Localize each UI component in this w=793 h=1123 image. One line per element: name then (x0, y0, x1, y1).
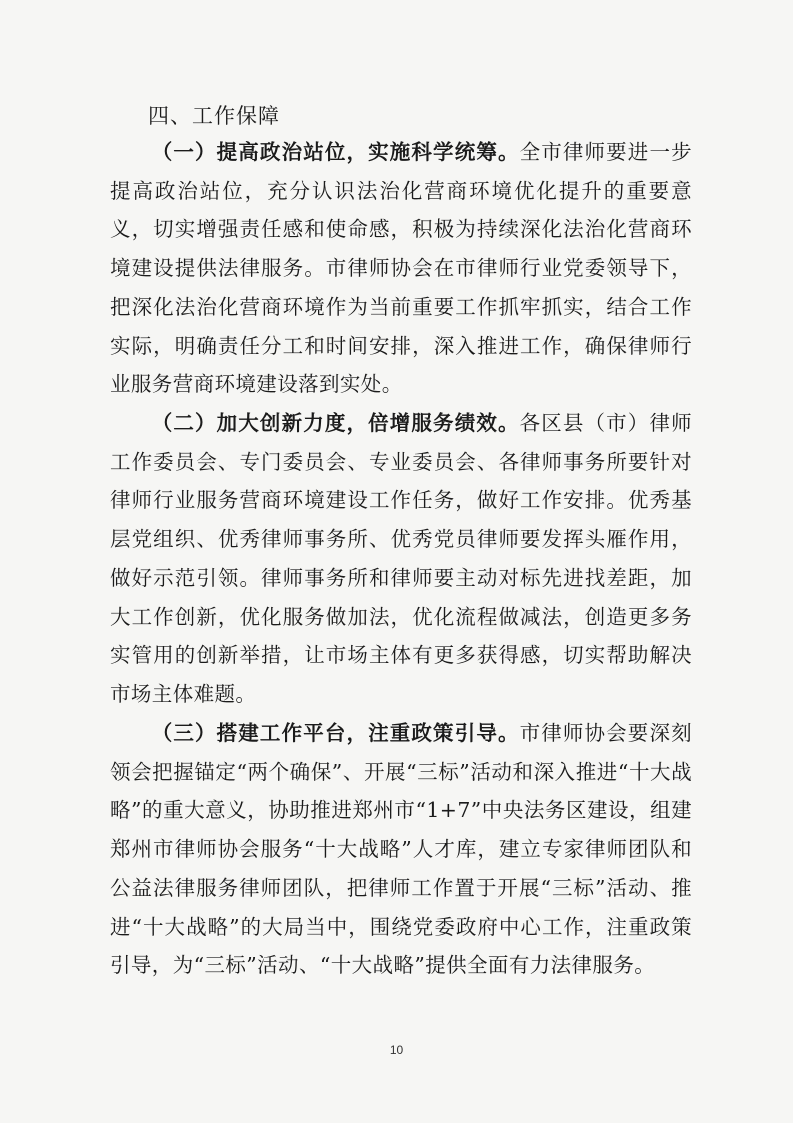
page-number: 10 (389, 1043, 404, 1057)
paragraph-2-lead: （二）加大创新力度，倍增服务绩效。 (151, 411, 520, 435)
paragraph-1-lead: （一）提高政治站位，实施科学统筹。 (151, 140, 520, 164)
paragraph-3-lead: （三）搭建工作平台，注重政策引导。 (151, 721, 520, 745)
paragraph-1-body: 全市律师要进一步提高政治站位，充分认识法治化营商环境优化提升的重要意义，切实增强责任感和使命感，积极为持续深化法治化营商环境建设提供法律服务。市律师协会在市律师行业党委领导下，把深化法治化营商环境作为当前重要工作抓牢抓实，结合工作实际，明确责任分工和时间安排，深入推进工作，确保律师行业服务营商环境建设落到实处。 (110, 140, 692, 397)
paragraph-2 (110, 404, 692, 714)
paragraph-3 (110, 714, 692, 985)
paragraph-2-body: 各区县（市）律师工作委员会、专门委员会、专业委员会、各律师事务所要针对律师行业服务营商环境建设工作任务，做好工作安排。优秀基层党组织、优秀律师事务所、优秀党员律师要发挥头雁作用，做好示范引领。律师事务所和律师要主动对标先进找差距，加大工作创新，优化服务做加法，优化流程做减法，创造更多务实管用的创新举措，让市场主体有更多获得感，切实帮助解决市场主体难题。 (110, 411, 692, 706)
paragraph-1 (110, 133, 692, 404)
section-heading: 四、工作保障 (148, 104, 280, 128)
paragraph-3-body: 市律师协会要深刻领会把握锚定“两个确保”、开展“三标”活动和深入推进“十大战略”的重大意义，协助推进郑州市“1+7”中央法务区建设，组建郑州市律师协会服务“十大战略”人才库，建立专家律师团队和公益法律服务律师团队，把律师工作置于开展“三标”活动、推进“十大战略”的大局当中，围绕党委政府中心工作，注重政策引导，为“三标”活动、“十大战略”提供全面有力法律服务。 (110, 721, 692, 978)
